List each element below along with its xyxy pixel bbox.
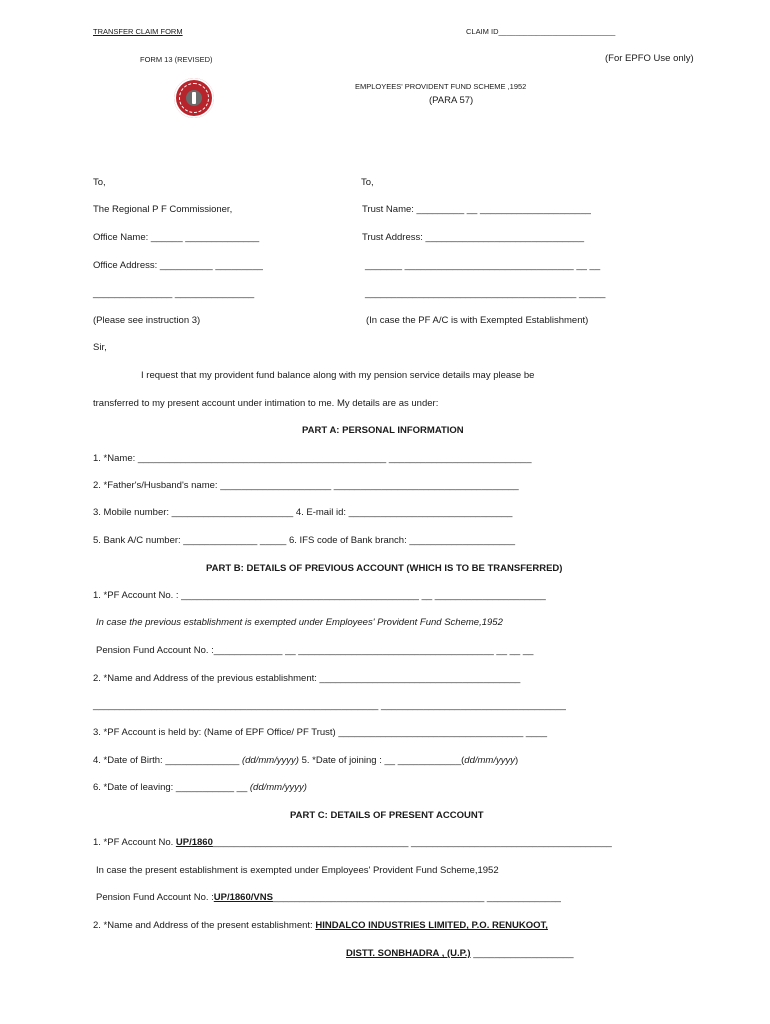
exempted-note: (In case the PF A/C is with Exempted Establishment) <box>366 315 589 326</box>
part-b-heading: PART B: DETAILS OF PREVIOUS ACCOUNT (WHICH IS TO BE TRANSFERRED) <box>206 563 563 574</box>
doj-label: 5. *Date of joining : __ ____________( <box>298 755 465 766</box>
trust-name-field[interactable]: Trust Name: _________ __ _____________________ <box>362 204 591 215</box>
regional-commissioner: The Regional P F Commissioner, <box>93 204 233 215</box>
epfo-logo <box>174 78 214 118</box>
office-address-line-2[interactable]: _______________ _______________ <box>93 288 255 299</box>
present-establishment-address[interactable] <box>346 948 574 960</box>
father-husband-name-field[interactable]: 2. *Father's/Husband's name: _____________________ ___________________________________ <box>93 480 519 491</box>
to-left: To, <box>93 177 106 188</box>
name-field[interactable]: 1. *Name: _______________________________________________ ___________________________ <box>93 453 532 464</box>
doj-format: dd/mm/yyyy <box>464 755 515 766</box>
date-of-leaving-field[interactable] <box>93 782 307 794</box>
instruction-note: (Please see instruction 3) <box>93 315 201 326</box>
present-address-value: DISTT. SONBHADRA , (U.P.) <box>346 948 471 959</box>
previous-establishment-field[interactable]: 2. *Name and Address of the previous establishment: ______________________________________ <box>93 673 521 684</box>
logo-figure <box>192 92 196 104</box>
epfo-use-note: (For EPFO Use only) <box>605 53 694 64</box>
present-pf-value: UP/1860 <box>175 837 213 848</box>
part-a-heading: PART A: PERSONAL INFORMATION <box>302 425 464 436</box>
present-pension-rest: ________________________________________ ______________ <box>272 892 561 903</box>
present-pension-label: Pension Fund Account No. : <box>96 892 214 903</box>
dol-format: (dd/mm/yyyy) <box>249 782 307 793</box>
claim-id-field[interactable]: CLAIM ID____________________________ <box>466 27 616 36</box>
to-right: To, <box>361 177 374 188</box>
dob-doj-field[interactable] <box>93 755 518 767</box>
mobile-email-field[interactable]: 3. Mobile number: _______________________ 4. E-mail id: _______________________________ <box>93 507 513 518</box>
bank-ifs-field[interactable]: 5. Bank A/C number: ______________ _____ 6. IFS code of Bank branch: ____________________ <box>93 535 516 546</box>
trust-address-field[interactable]: Trust Address: ______________________________ <box>362 232 585 243</box>
para-reference: (PARA 57) <box>429 95 474 106</box>
trust-address-line-2[interactable]: _______ ________________________________ __ __ <box>365 260 601 271</box>
present-establishment-label: 2. *Name and Address of the present establishment: <box>93 920 316 931</box>
request-line-2: transferred to my present account under intimation to me. My details are as under: <box>93 398 439 409</box>
form-title: TRANSFER CLAIM FORM <box>93 27 183 36</box>
present-pf-label: 1. *PF Account No. <box>93 837 176 848</box>
request-line-1: I request that my provident fund balance along with my pension service details may please be <box>141 370 535 381</box>
office-address-field[interactable]: Office Address: __________ _________ <box>93 260 263 271</box>
previous-pension-account-field[interactable]: Pension Fund Account No. :_____________ __ _____________________________________ __ __ __ <box>96 645 534 656</box>
present-establishment-field[interactable] <box>93 920 548 932</box>
dob-label: 4. *Date of Birth: ______________ <box>93 755 242 766</box>
present-pension-account-field[interactable] <box>96 892 561 904</box>
present-address-rest: ___________________ <box>470 948 574 959</box>
part-c-heading: PART C: DETAILS OF PRESENT ACCOUNT <box>290 810 484 821</box>
salutation: Sir, <box>93 342 107 353</box>
previous-exempted-note: In case the previous establishment is exempted under Employees' Provident Fund Scheme,1952 <box>96 617 503 628</box>
present-pf-rest: _____________________________________ ______________________________________ <box>212 837 612 848</box>
present-pension-value: UP/1860/VNS <box>213 892 273 903</box>
present-pf-account-field[interactable] <box>93 837 612 849</box>
scheme-title: EMPLOYEES' PROVIDENT FUND SCHEME ,1952 <box>355 82 527 91</box>
present-establishment-name: HINDALCO INDUSTRIES LIMITED, P.O. RENUKOOT, <box>315 920 548 931</box>
present-exempted-note: In case the present establishment is exempted under Employees' Provident Fund Scheme,1952 <box>96 865 499 876</box>
office-name-field[interactable]: Office Name: ______ ______________ <box>93 232 260 243</box>
pf-held-by-field[interactable]: 3. *PF Account is held by: (Name of EPF Office/ PF Trust) ___________________________________ ____ <box>93 727 548 738</box>
doj-close: ) <box>514 755 519 766</box>
dol-label: 6. *Date of leaving: ___________ __ <box>93 782 250 793</box>
trust-address-line-3[interactable]: ________________________________________ _____ <box>365 288 606 299</box>
previous-establishment-line-2[interactable]: ______________________________________________________ ___________________________________ <box>93 700 566 711</box>
previous-pf-account-field[interactable]: 1. *PF Account No. : _____________________________________________ __ _____________________ <box>93 590 546 601</box>
form-number: FORM 13 (REVISED) <box>140 55 213 64</box>
dob-format: (dd/mm/yyyy) <box>241 755 299 766</box>
